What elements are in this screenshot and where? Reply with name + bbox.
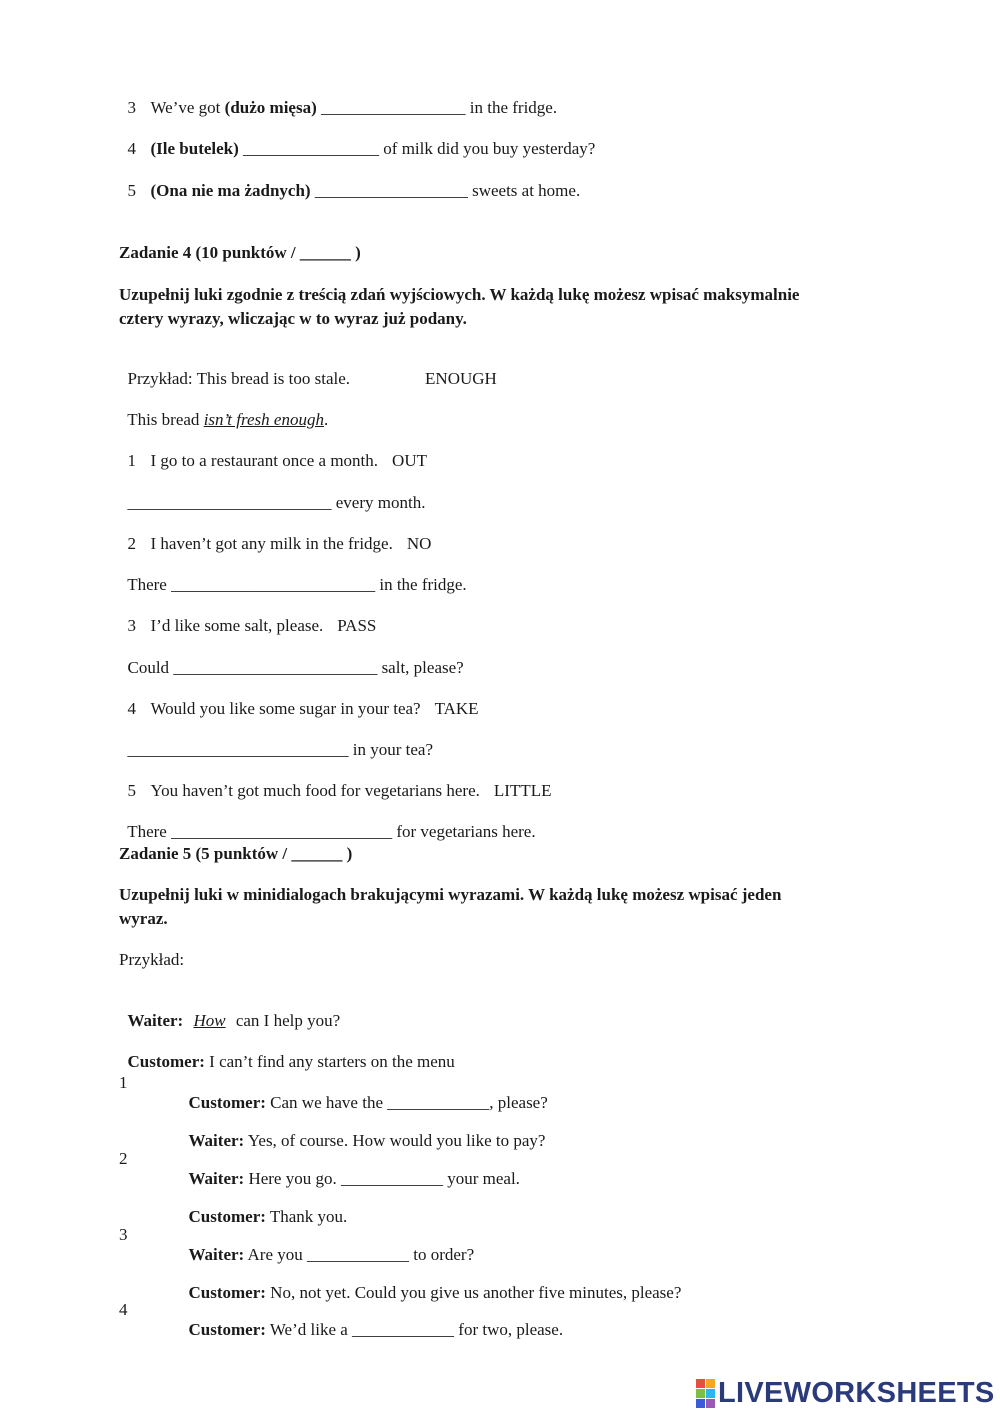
- task5-instruction-2: wyraz.: [119, 909, 168, 928]
- answer-suffix: salt, please?: [377, 658, 464, 677]
- item-keyword: NO: [406, 534, 432, 553]
- item-text: sweets at home.: [467, 181, 581, 200]
- logo-text: LIVEWORKSHEETS: [718, 1376, 995, 1409]
- dialogue-2-line-1: [180, 1149, 520, 1189]
- item-sentence: I go to a restaurant once a month.: [150, 451, 379, 470]
- task4-answer-5: [119, 802, 536, 842]
- task4-answer-4: [119, 720, 433, 760]
- dialogue-3-line-1: [180, 1225, 474, 1265]
- answer-prefix: There: [127, 822, 172, 841]
- item-number: 4: [127, 699, 136, 718]
- item-number: 5: [127, 181, 136, 200]
- answer-suffix: every month.: [331, 493, 426, 512]
- speaker-label: Waiter:: [188, 1245, 245, 1264]
- item-number: 2: [127, 534, 136, 553]
- dialogue-text: Yes, of course. How would you like to pay?: [244, 1131, 546, 1150]
- task5-example-waiter: [119, 991, 340, 1031]
- dialogue-text: for two, please.: [454, 1320, 564, 1339]
- item-keyword: TAKE: [434, 699, 479, 718]
- example-answer: isn’t fresh enough: [203, 410, 324, 429]
- item-number: 3: [127, 616, 136, 635]
- dialogue-1-line-1: [180, 1073, 548, 1113]
- speaker-label: Customer:: [188, 1283, 266, 1302]
- answer-suffix: in the fridge.: [375, 575, 467, 594]
- dialogue-4-line-1: [180, 1300, 563, 1340]
- speaker-label: Customer:: [188, 1093, 266, 1112]
- dialogue-text: to order?: [409, 1245, 475, 1264]
- item-number: 1: [127, 451, 136, 470]
- speaker-label: Customer:: [127, 1052, 205, 1071]
- answer-blank[interactable]: ____________: [352, 1320, 455, 1339]
- dialogue-number: 1: [119, 1073, 128, 1092]
- speaker-label: Customer:: [188, 1320, 266, 1339]
- item-number: 5: [127, 781, 136, 800]
- dialogue-number: 2: [119, 1149, 128, 1168]
- speaker-label: Waiter:: [127, 1011, 184, 1030]
- item-number: 4: [127, 139, 136, 158]
- answer-blank[interactable]: ____________: [387, 1093, 490, 1112]
- dialogue-text: your meal.: [442, 1169, 520, 1188]
- answer-blank[interactable]: ____________: [307, 1245, 409, 1264]
- dialogue-2-line-2: [180, 1187, 347, 1227]
- answer-suffix: in your tea?: [348, 740, 433, 759]
- task4-heading: Zadanie 4 (10 punktów / ______ ): [119, 243, 361, 262]
- speaker-label: Waiter:: [188, 1131, 245, 1150]
- task4-answer-1: [119, 473, 425, 513]
- item-keyword: OUT: [392, 451, 427, 470]
- item-keyword: LITTLE: [493, 781, 552, 800]
- dialogue-text: No, not yet. Could you give us another five minutes, please?: [265, 1283, 682, 1302]
- dialogue-text: Here you go.: [244, 1169, 341, 1188]
- dialogue-text: Are you: [244, 1245, 307, 1264]
- item-text: We’ve got: [150, 98, 225, 117]
- answer-blank[interactable]: __________________________: [127, 740, 349, 759]
- task4-item-2: [119, 514, 431, 554]
- liveworksheets-logo: [696, 1378, 995, 1408]
- top-item-4: [119, 119, 595, 159]
- item-prompt: (dużo mięsa): [224, 98, 317, 117]
- task4-answer-3: [119, 638, 464, 678]
- example-text: I can’t find any starters on the menu: [204, 1052, 455, 1071]
- task4-item-3: [119, 596, 376, 636]
- dialogue-3-line-2: [180, 1263, 681, 1303]
- example-text: can I help you?: [231, 1011, 341, 1030]
- dialogue-text: We’d like a: [265, 1320, 353, 1339]
- dialogue-number: 4: [119, 1300, 128, 1319]
- dialogue-text: , please?: [489, 1093, 548, 1112]
- answer-blank[interactable]: _________________: [321, 98, 466, 117]
- answer-blank[interactable]: ________________________: [173, 658, 378, 677]
- speaker-label: Customer:: [188, 1207, 266, 1226]
- task5-heading: Zadanie 5 (5 punktów / ______ ): [119, 844, 353, 863]
- example-keyword: ENOUGH: [425, 369, 497, 388]
- task5-instruction-1: Uzupełnij luki w minidialogach brakującymi wyrazami. W każdą lukę możesz wpisać jeden: [119, 885, 782, 904]
- answer-blank[interactable]: __________________________: [171, 822, 393, 841]
- answer-blank[interactable]: ____________: [340, 1169, 443, 1188]
- answer-blank[interactable]: ________________: [243, 139, 380, 158]
- dialogue-text: Can we have the: [265, 1093, 388, 1112]
- task4-item-4: [119, 679, 479, 719]
- task4-answer-2: [119, 555, 467, 595]
- top-item-5: [119, 161, 580, 201]
- answer-prefix: There: [127, 575, 172, 594]
- speaker-label: Waiter:: [188, 1169, 245, 1188]
- task4-item-5: [119, 761, 551, 801]
- task4-instruction-2: cztery wyrazy, wliczając w to wyraz już podany.: [119, 309, 467, 328]
- example-answer: How: [193, 1011, 226, 1030]
- example-answer-prefix: This bread: [127, 410, 204, 429]
- logo-icon: [696, 1379, 715, 1408]
- task4-instruction-1: Uzupełnij luki zgodnie z treścią zdań wyjściowych. W każdą lukę możesz wpisać maksymalnie: [119, 285, 800, 304]
- item-text: in the fridge.: [465, 98, 558, 117]
- task4-example-answer: [119, 390, 328, 430]
- item-sentence: I’d like some salt, please.: [150, 616, 324, 635]
- answer-blank[interactable]: __________________: [314, 181, 468, 200]
- item-sentence: I haven’t got any milk in the fridge.: [150, 534, 393, 553]
- dialogue-number: 3: [119, 1225, 128, 1244]
- item-sentence: Would you like some sugar in your tea?: [150, 699, 421, 718]
- answer-blank[interactable]: ________________________: [127, 493, 332, 512]
- answer-blank[interactable]: ________________________: [171, 575, 376, 594]
- item-prompt: (Ile butelek): [150, 139, 239, 158]
- answer-suffix: for vegetarians here.: [392, 822, 536, 841]
- item-keyword: PASS: [337, 616, 377, 635]
- item-text: of milk did you buy yesterday?: [379, 139, 596, 158]
- task5-example-label: Przykład:: [119, 950, 185, 969]
- task4-example: [119, 349, 497, 389]
- item-sentence: You haven’t got much food for vegetarians here.: [150, 781, 480, 800]
- item-number: 3: [127, 98, 136, 117]
- item-prompt: (Ona nie ma żadnych): [150, 181, 311, 200]
- task4-item-1: [119, 431, 427, 471]
- answer-prefix: Could: [127, 658, 174, 677]
- example-answer-suffix: .: [323, 410, 329, 429]
- top-item-3: [119, 78, 557, 118]
- task5-example-customer: [119, 1032, 455, 1072]
- dialogue-text: Thank you.: [265, 1207, 348, 1226]
- example-sentence: Przykład: This bread is too stale.: [127, 369, 351, 388]
- dialogue-1-line-2: [180, 1111, 545, 1151]
